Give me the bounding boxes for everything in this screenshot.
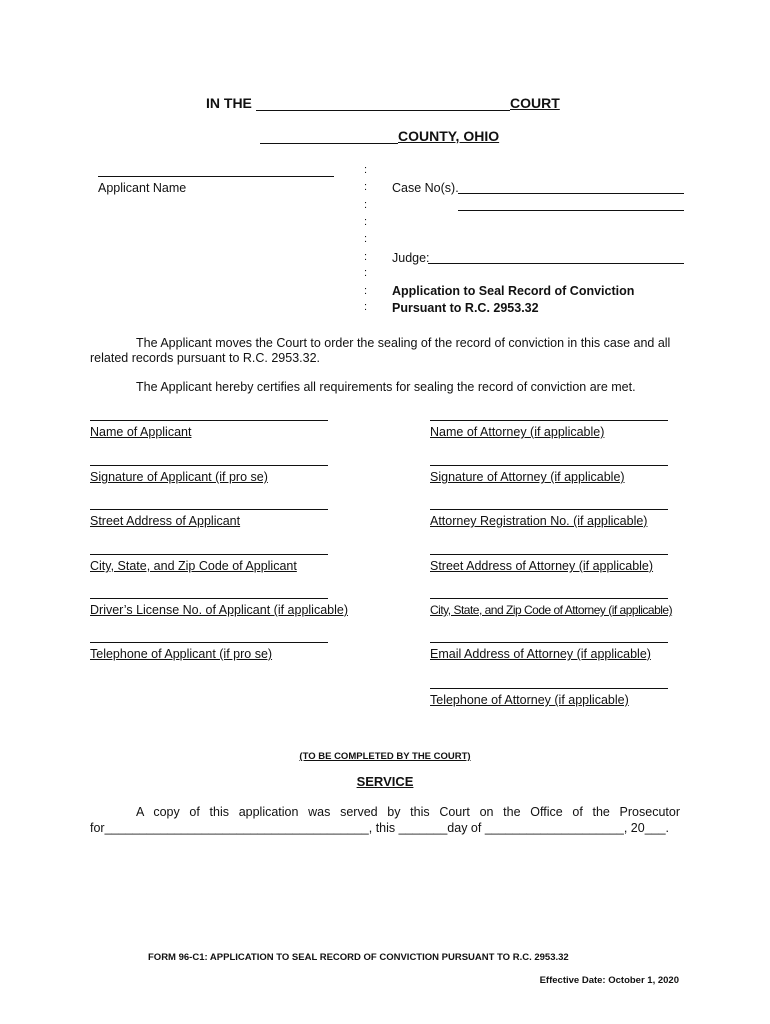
applicant-license-label: Driver’s License No. of Applicant (if applicable) [90, 603, 348, 617]
caption-colon: : [364, 199, 368, 211]
caption-colon: : [364, 301, 368, 313]
court-line-prefix: IN THE [206, 95, 252, 111]
attorney-signature-line[interactable] [430, 465, 668, 466]
case-no-label: Case No(s). [392, 181, 459, 195]
applicant-street-line[interactable] [90, 509, 328, 510]
certification-paragraph: The Applicant hereby certifies all requirements for sealing the record of conviction are met. [136, 380, 636, 394]
caption-colon: : [364, 285, 368, 297]
applicant-name-label: Applicant Name [98, 181, 187, 195]
applicant-signature-label: Signature of Applicant (if pro se) [90, 470, 268, 484]
application-title-line2: Pursuant to R.C. 2953.32 [392, 301, 539, 315]
applicant-name-blank[interactable] [98, 176, 334, 177]
applicant-name-field-label: Name of Applicant [90, 425, 192, 439]
applicant-signature-line[interactable] [90, 465, 328, 466]
county-name-blank[interactable] [260, 143, 398, 144]
attorney-registration-label: Attorney Registration No. (if applicable) [430, 514, 648, 528]
effective-date: Effective Date: October 1, 2020 [539, 975, 679, 986]
judge-blank[interactable] [428, 263, 684, 264]
court-line-suffix: COURT [510, 95, 560, 111]
attorney-signature-label: Signature of Attorney (if applicable) [430, 470, 625, 484]
caption-colon: : [364, 233, 368, 245]
attorney-telephone-line[interactable] [430, 688, 668, 689]
applicant-city-label: City, State, and Zip Code of Applicant [90, 559, 297, 573]
service-text-line2: for______________________________________, this _______day of ____________________, 20___. [90, 821, 670, 835]
applicant-street-label: Street Address of Applicant [90, 514, 241, 528]
motion-paragraph: The Applicant moves the Court to order the sealing of the record of conviction in this case and all related records pursuant to R.C. 2953.32. [90, 336, 671, 365]
county-line-suffix: COUNTY, OHIO [398, 128, 500, 144]
attorney-name-label: Name of Attorney (if applicable) [430, 425, 605, 439]
court-use-note: (TO BE COMPLETED BY THE COURT) [299, 751, 471, 762]
service-heading: SERVICE [356, 774, 414, 789]
caption-colon: : [364, 164, 368, 176]
attorney-name-line[interactable] [430, 420, 668, 421]
caption-colon: : [364, 181, 368, 193]
application-title-line1: Application to Seal Record of Conviction [392, 284, 635, 298]
applicant-telephone-line[interactable] [90, 642, 328, 643]
caption-colon: : [364, 216, 368, 228]
attorney-city-line[interactable] [430, 598, 668, 599]
judge-label: Judge: [392, 251, 430, 265]
attorney-telephone-label: Telephone of Attorney (if applicable) [430, 693, 629, 707]
form-title: FORM 96-C1: APPLICATION TO SEAL RECORD OF CONVICTION PURSUANT TO R.C. 2953.32 [148, 952, 569, 963]
case-no-blank[interactable] [458, 193, 684, 194]
attorney-email-label: Email Address of Attorney (if applicable) [430, 647, 651, 661]
attorney-street-line[interactable] [430, 554, 668, 555]
applicant-license-line[interactable] [90, 598, 328, 599]
case-no-blank-2[interactable] [458, 210, 684, 211]
attorney-registration-line[interactable] [430, 509, 668, 510]
attorney-street-label: Street Address of Attorney (if applicable) [430, 559, 654, 573]
applicant-name-sign-line[interactable] [90, 420, 328, 421]
caption-colon: : [364, 251, 368, 263]
applicant-telephone-label: Telephone of Applicant (if pro se) [90, 647, 273, 661]
caption-colon: : [364, 267, 368, 279]
service-text-line1: A copy of this application was served by this Court on the Office of the Prosecutor [136, 805, 680, 819]
court-name-blank[interactable] [256, 110, 510, 111]
attorney-city-label: City, State, and Zip Code of Attorney (if applicable) [430, 603, 673, 617]
attorney-email-line[interactable] [430, 642, 668, 643]
applicant-city-line[interactable] [90, 554, 328, 555]
